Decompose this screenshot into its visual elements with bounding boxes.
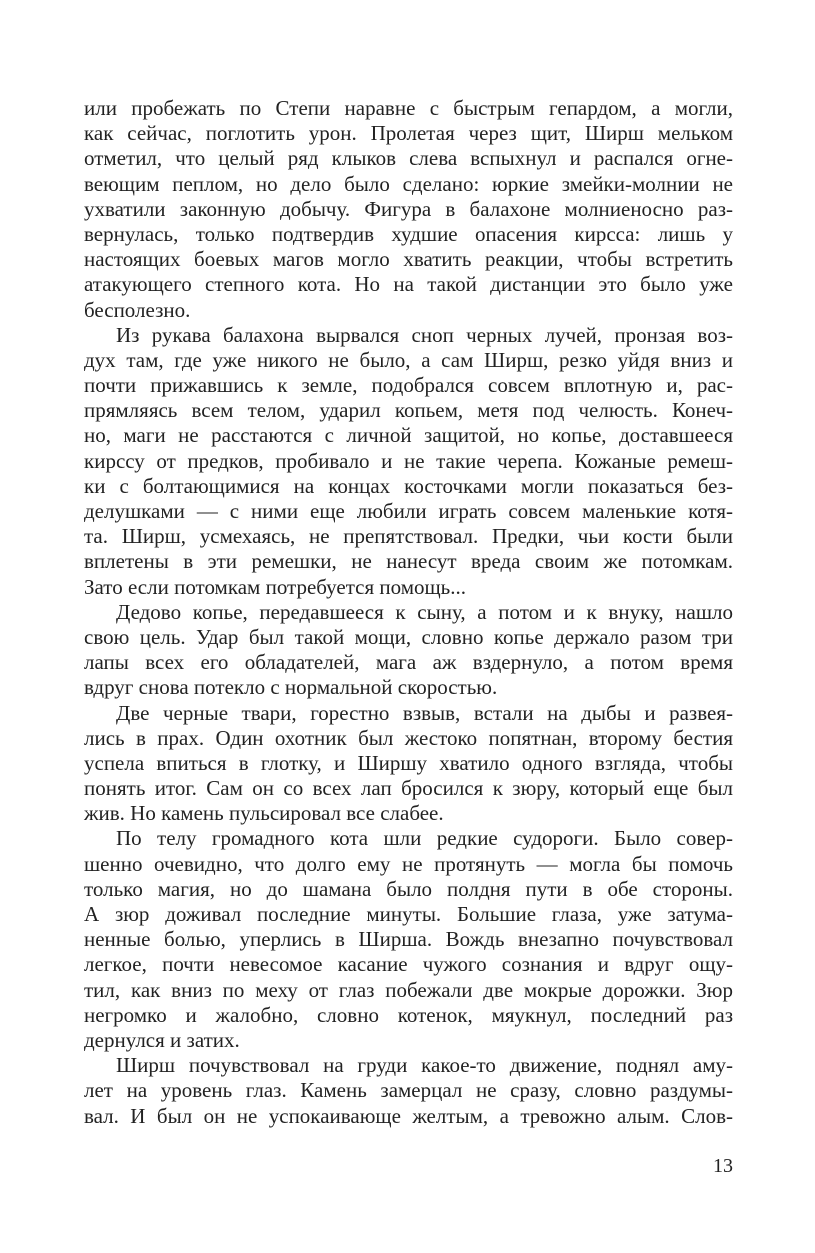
text-line: жив. Но камень пульсировал все слабее.: [84, 801, 444, 826]
paragraph: [84, 701, 733, 827]
text-line: По телу громадного кота шли редкие судороги. Было совер-: [116, 826, 733, 851]
text-line: настоящих боевых магов могло хватить реакции, чтобы встретить: [84, 247, 733, 272]
text-line: легкое, почти невесомое касание чужого сознания и вдруг ощу-: [84, 952, 733, 977]
paragraph: [84, 1053, 733, 1129]
text-line: лет на уровень глаз. Камень замерцал не сразу, словно раздумы-: [84, 1078, 733, 1103]
text-line: Две черные твари, горестно взвыв, встали на дыбы и развея-: [116, 700, 733, 725]
text-line: вдруг снова потекло с нормальной скоростью.: [84, 675, 498, 700]
text-line: А зюр доживал последние минуты. Большие глаза, уже затума-: [84, 902, 733, 926]
body-text: [84, 96, 733, 1129]
text-line: прямляясь всем телом, ударил копьем, метя под челюсть. Конеч-: [84, 398, 733, 423]
text-line: атакующего степного кота. Но на такой дистанции это было уже: [84, 272, 733, 297]
text-line: лапы всех его обладателей, мага аж вздернуло, а потом время: [84, 650, 733, 675]
text-line: вплетены в эти ремешки, не нанесут вреда своим же потомкам.: [84, 549, 733, 574]
text-line: делушками — с ними еще любили играть совсем маленькие котя-: [84, 499, 733, 523]
text-line: Дедово копье, передавшееся к сыну, а потом и к внуку, нашло: [116, 599, 733, 624]
text-line: кирссу от предков, пробивало и не такие черепа. Кожаные ремеш-: [84, 448, 733, 473]
text-line: бесполезно.: [84, 297, 191, 322]
text-line: негромко и жалобно, словно котенок, мяукнул, последний раз: [84, 1002, 733, 1027]
text-line: дух там, где уже никого не было, а сам Ширш, резко уйдя вниз и: [84, 347, 733, 372]
text-line: вернулась, только подтвердив худшие опасения кирсса: лишь у: [84, 221, 733, 246]
text-line: как сейчас, поглотить урон. Пролетая через щит, Ширш мельком: [84, 121, 733, 146]
text-line: ненные болью, уперлись в Ширша. Вождь внезапно почувствовал: [84, 927, 733, 952]
text-line: отметил, что целый ряд клыков слева вспыхнул и распался огне-: [84, 146, 733, 171]
text-line: только магия, но до шамана было полдня пути в обе стороны.: [84, 876, 733, 901]
text-line: шенно очевидно, что долго ему не протянуть — могла бы помочь: [84, 851, 733, 876]
paragraph: [84, 826, 733, 1053]
text-line: или пробежать по Степи наравне с быстрым гепардом, а могли,: [84, 96, 733, 120]
text-line: ухватили законную добычу. Фигура в балахоне молниеносно раз-: [84, 196, 733, 221]
text-line: Ширш почувствовал на груди какое-то движение, поднял аму-: [116, 1053, 733, 1078]
paragraph: [84, 323, 733, 600]
text-line: тил, как вниз по меху от глаз побежали две мокрые дорожки. Зюр: [84, 977, 733, 1002]
text-line: та. Ширш, усмехаясь, не препятствовал. Предки, чьи кости были: [84, 524, 733, 549]
paragraph: [84, 600, 733, 701]
text-line: Зато если потомкам потребуется помощь...: [84, 574, 467, 599]
text-line: Из рукава балахона вырвался сноп черных лучей, пронзая воз-: [116, 322, 733, 347]
page-number: 13: [713, 1155, 733, 1177]
text-line: вал. И был он не успокаивающе желтым, а тревожно алым. Слов-: [84, 1103, 733, 1128]
text-line: понять итог. Сам он со всех лап бросился к зюру, который еще был: [84, 776, 733, 801]
text-line: лись в прах. Один охотник был жестоко попятнан, второму бестия: [84, 725, 733, 750]
text-line: но, маги не расстаются с личной защитой, но копье, доставшееся: [84, 423, 733, 448]
text-line: почти прижавшись к земле, подобрался совсем вплотную и, рас-: [84, 373, 733, 398]
text-line: успела впиться в глотку, и Ширшу хватило одного взгляда, чтобы: [84, 750, 733, 775]
text-line: ки с болтающимися на концах косточками могли показаться без-: [84, 473, 733, 498]
text-line: дернулся и затих.: [84, 1027, 240, 1052]
paragraph: [84, 96, 733, 323]
text-line: свою цель. Удар был такой мощи, словно копье держало разом три: [84, 624, 733, 649]
text-line: веющим пеплом, но дело было сделано: юркие змейки-молнии не: [84, 171, 733, 196]
